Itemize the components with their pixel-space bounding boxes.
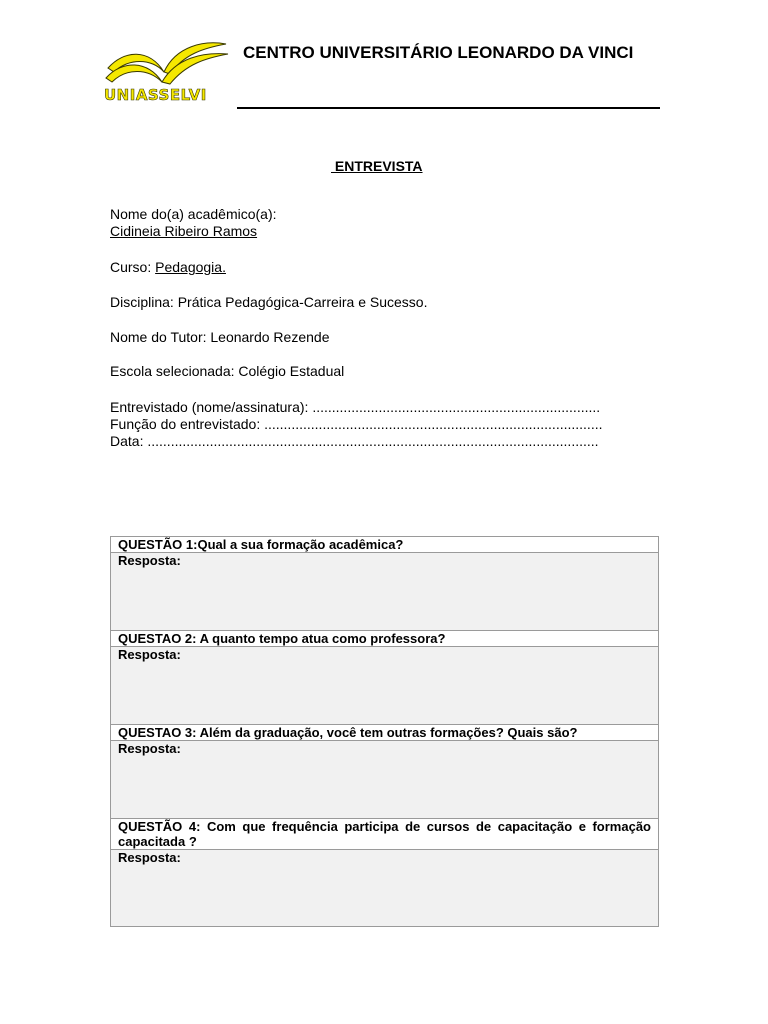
interviewee-line: Entrevistado (nome/assinatura): ..........................................................................: [110, 399, 601, 415]
question-row: [111, 631, 659, 647]
institution-name: CENTRO UNIVERSITÁRIO LEONARDO DA VINCI: [243, 43, 634, 62]
discipline-line: Disciplina: Prática Pedagógica-Carreira e Sucesso.: [110, 294, 428, 310]
answer-row: [111, 741, 659, 819]
logo-wordmark: UNIASSELVI: [104, 86, 207, 104]
role-line: Função do entrevistado: .......................................................................................: [110, 416, 603, 432]
uniasselvi-logo: [104, 38, 230, 108]
course-label: Curso:: [110, 259, 156, 275]
questions-table: [110, 536, 659, 927]
book-wings-icon: [104, 38, 230, 88]
course-line: [110, 259, 226, 275]
question-4: QUESTÃO 4: Com que frequência participa de cursos de capacitação e formação capacitada ?: [111, 819, 659, 850]
answer-4[interactable]: Resposta:: [111, 850, 659, 927]
question-2: QUESTAO 2: A quanto tempo atua como professora?: [111, 631, 659, 647]
answer-row: [111, 553, 659, 631]
header-divider: [237, 107, 660, 109]
answer-3[interactable]: Resposta:: [111, 741, 659, 819]
date-line: Data: ....................................................................................................................: [110, 433, 599, 449]
school-line: Escola selecionada: Colégio Estadual: [110, 363, 345, 379]
answer-1[interactable]: Resposta:: [111, 553, 659, 631]
answer-row: [111, 850, 659, 927]
tutor-line: Nome do Tutor: Leonardo Rezende: [110, 329, 330, 345]
student-label: Nome do(a) acadêmico(a):: [110, 206, 277, 222]
document-title: ENTREVISTA: [331, 158, 423, 174]
student-name: Cidineia Ribeiro Ramos: [110, 223, 258, 239]
question-row: [111, 537, 659, 553]
question-3: QUESTAO 3: Além da graduação, você tem outras formações? Quais são?: [111, 725, 659, 741]
question-row: [111, 725, 659, 741]
answer-row: [111, 647, 659, 725]
course-value: Pedagogia.: [155, 259, 226, 275]
answer-2[interactable]: Resposta:: [111, 647, 659, 725]
question-1: QUESTÃO 1:Qual a sua formação acadêmica?: [111, 537, 659, 553]
question-row: [111, 819, 659, 850]
